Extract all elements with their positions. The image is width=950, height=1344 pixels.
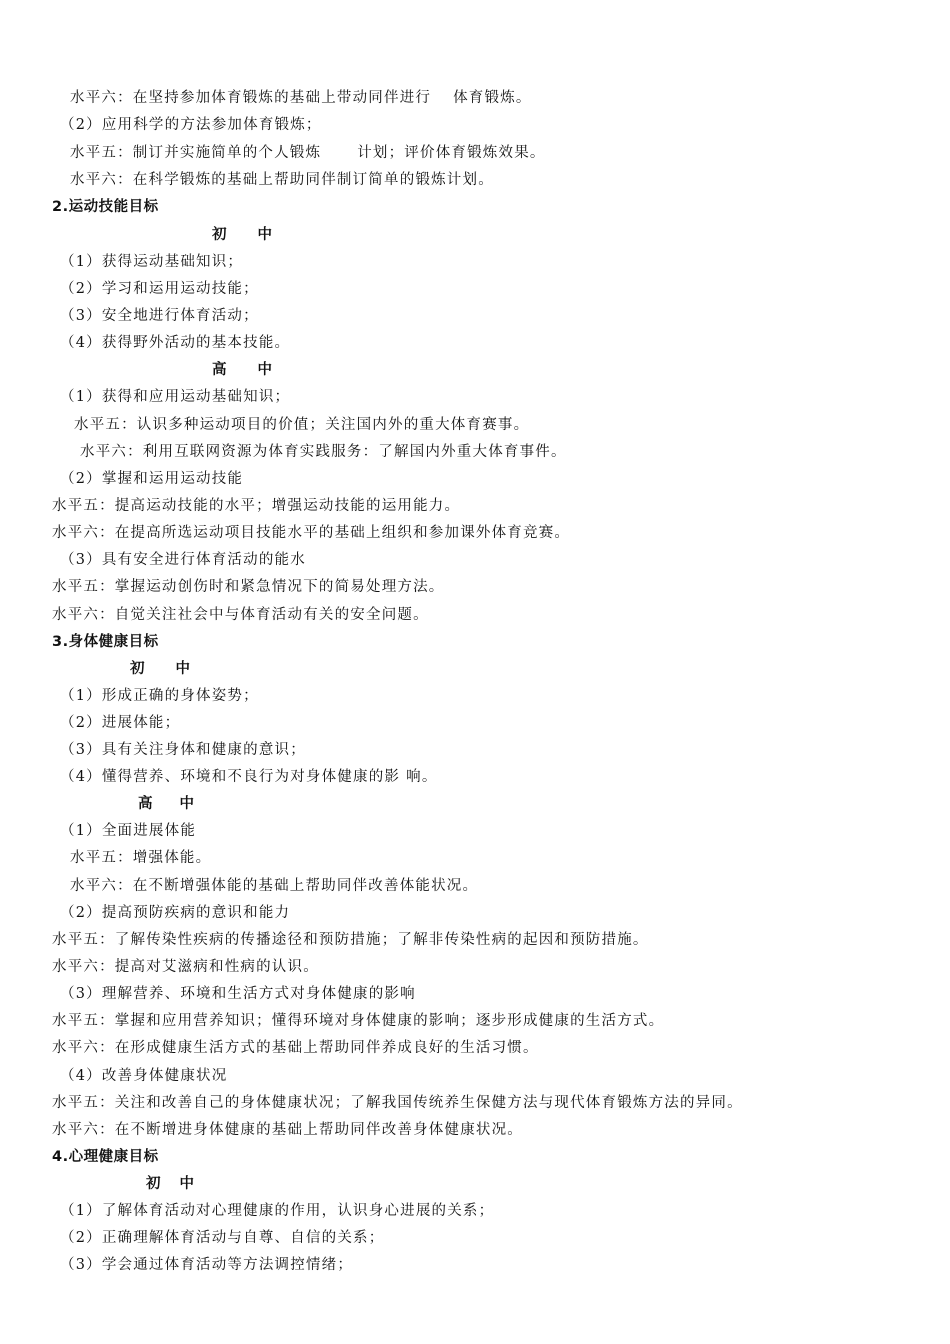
text-line: （2）应用科学的方法参加体育锻炼； xyxy=(60,117,322,133)
text-line: （2）提高预防疾病的意识和能力 xyxy=(60,905,291,921)
text-line: 水平五：制订并实施简单的个人锻炼 计划；评价体育锻炼效果。 xyxy=(70,145,546,161)
subheading: 初 中 xyxy=(146,1175,195,1192)
subheading: 高 中 xyxy=(212,361,273,378)
text-line: （4）获得野外活动的基本技能。 xyxy=(60,335,291,351)
text-line: 水平六：利用互联网资源为体育实践服务：了解国内外重大体育事件。 xyxy=(80,444,567,460)
section-heading: 4.心理健康目标 xyxy=(52,1149,159,1165)
text-line: 水平六：在坚持参加体育锻炼的基础上带动同伴进行 体育锻炼。 xyxy=(70,90,532,106)
text-line: 水平五：了解传染性疾病的传播途径和预防措施；了解非传染性病的起因和预防措施。 xyxy=(52,932,649,948)
text-line: 水平五：关注和改善自己的身体健康状况；了解我国传统养生保健方法与现代体育锻炼方法的异同。 xyxy=(52,1095,743,1111)
text-line: 水平六：在提高所选运动项目技能水平的基础上组织和参加课外体育竞赛。 xyxy=(52,525,571,541)
text-line: （4）改善身体健康状况 xyxy=(60,1068,228,1084)
text-line: （3）学会通过体育活动等方法调控情绪； xyxy=(60,1257,354,1273)
subheading: 初 中 xyxy=(130,660,191,677)
text-line: 水平六：在不断增进身体健康的基础上帮助同伴改善身体健康状况。 xyxy=(52,1122,523,1138)
text-line: 水平五：认识多种运动项目的价值；关注国内外的重大体育赛事。 xyxy=(74,417,530,433)
text-line: 水平五：增强体能。 xyxy=(70,850,212,866)
text-line: （3）具有安全进行体育活动的能水 xyxy=(60,552,306,568)
subheading: 高 中 xyxy=(138,795,195,812)
text-line: （2）掌握和运用运动技能 xyxy=(60,471,244,487)
text-line: 水平六：在不断增强体能的基础上帮助同伴改善体能状况。 xyxy=(70,878,479,894)
text-line: （1）全面进展体能 xyxy=(60,823,197,839)
text-line: 水平六：在形成健康生活方式的基础上帮助同伴养成良好的生活习惯。 xyxy=(52,1040,539,1056)
text-line: （3）具有关注身体和健康的意识； xyxy=(60,742,306,758)
text-line: （1）了解体育活动对心理健康的作用，认识身心进展的关系； xyxy=(60,1203,495,1219)
text-line: （3）安全地进行体育活动； xyxy=(60,308,259,324)
text-line: （2）正确理解体育活动与自尊、自信的关系； xyxy=(60,1230,385,1246)
text-line: （1）形成正确的身体姿势； xyxy=(60,688,259,704)
text-line: 水平五：掌握和应用营养知识；懂得环境对身体健康的影响；逐步形成健康的生活方式。 xyxy=(52,1013,665,1029)
text-line: （3）理解营养、环境和生活方式对身体健康的影响 xyxy=(60,986,416,1002)
subheading: 初 中 xyxy=(212,226,273,243)
text-line: （2）进展体能； xyxy=(60,715,181,731)
text-line: （2）学习和运用运动技能； xyxy=(60,281,259,297)
text-line: 水平六：自觉关注社会中与体育活动有关的安全问题。 xyxy=(52,607,429,623)
section-heading: 3.身体健康目标 xyxy=(52,634,159,650)
text-line: 水平五：提高运动技能的水平；增强运动技能的运用能力。 xyxy=(52,498,461,514)
text-line: 水平五：掌握运动创伤时和紧急情况下的简易处理方法。 xyxy=(52,579,445,595)
text-line: 水平六：在科学锻炼的基础上帮助同伴制订简单的锻炼计划。 xyxy=(70,172,494,188)
text-line: 水平六：提高对艾滋病和性病的认识。 xyxy=(52,959,319,975)
text-line: （1）获得和应用运动基础知识； xyxy=(60,389,291,405)
text-line: （1）获得运动基础知识； xyxy=(60,254,244,270)
section-heading: 2.运动技能目标 xyxy=(52,199,159,215)
text-line: （4）懂得营养、环境和不良行为对身体健康的影 响。 xyxy=(60,769,438,785)
